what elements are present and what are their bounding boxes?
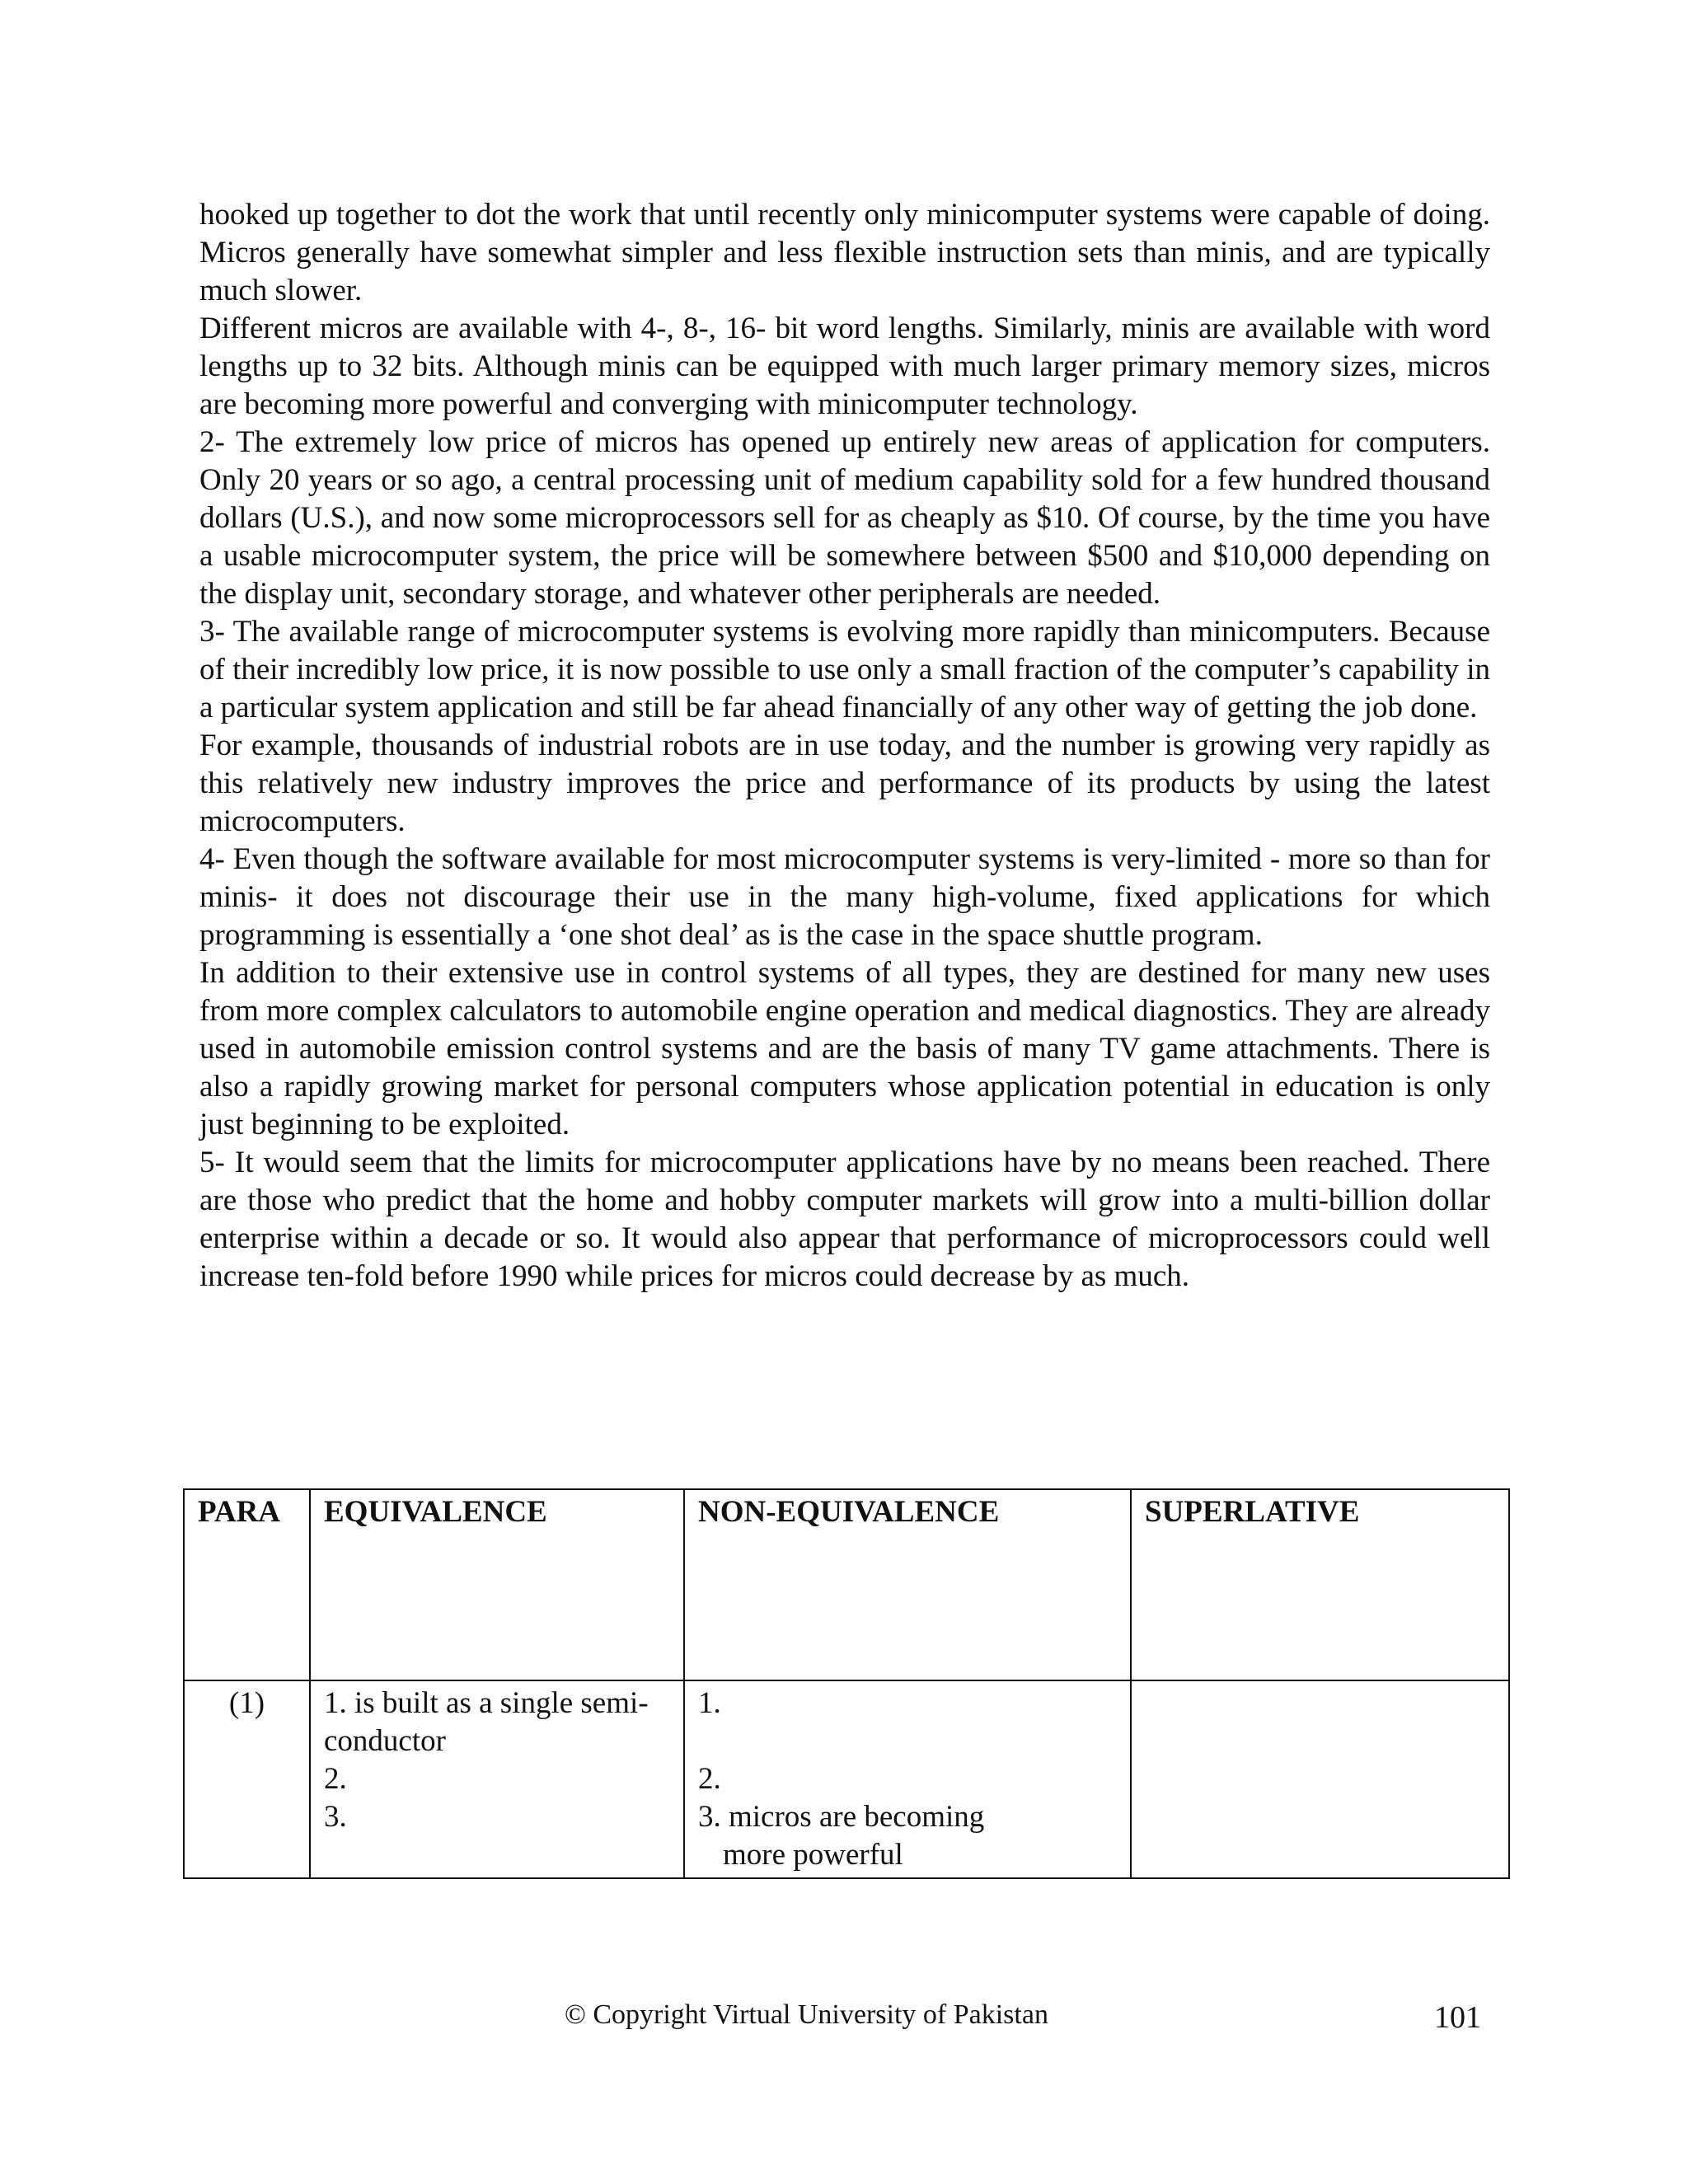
paragraph: 3- The available range of microcomputer systems is evolving more rapidly than minicomputers. Because of their incredibly low price, it is now possible to use only a small fraction of the computer’s capability in a particular system application and still be far ahead financially of any other way of getting the job done. xyxy=(199,615,1490,724)
header-equivalence: EQUIVALENCE xyxy=(310,1489,684,1680)
paragraph: hooked up together to dot the work that until recently only minicomputer systems were capable of doing. Micros generally have somewhat simpler and less flexible instruction sets than minis, and are typically much slower. xyxy=(199,198,1490,307)
paragraph: 2- The extremely low price of micros has opened up entirely new areas of application for computers. Only 20 years or so ago, a central processing unit of medium capability sold for a few hundred thousand dollars (U.S.), and now some microprocessors sell for as cheaply as $10. Of course, by the time you have a usable microcomputer system, the price will be somewhere between $500 and $10,000 depending on the display unit, secondary storage, and whatever other peripherals are needed. xyxy=(199,425,1490,611)
equivalence-item: 2. xyxy=(324,1762,347,1796)
copyright-notice: © Copyright Virtual University of Pakistan xyxy=(565,1999,1048,2030)
non-equivalence-item: 2. xyxy=(698,1762,721,1796)
non-equivalence-item: 3. micros are becoming xyxy=(698,1800,985,1834)
header-para: PARA xyxy=(184,1489,310,1680)
non-equivalence-item: 1. xyxy=(698,1686,721,1720)
paragraph: For example, thousands of industrial robots are in use today, and the number is growing very rapidly as this relatively new industry improves the price and performance of its products by using the latest microcomputers. xyxy=(199,729,1490,838)
non-equivalence-item-continued: more powerful xyxy=(723,1838,903,1872)
paragraph: 5- It would seem that the limits for microcomputer applications have by no means been reached. There are those who predict that the home and hobby computer markets will grow into a multi-billion dollar enterprise within a decade or so. It would also appear that performance of microprocessors could well increase ten-fold before 1990 while prices for micros could decrease by as much. xyxy=(199,1146,1490,1293)
paragraph: 4- Even though the software available for most microcomputer systems is very-limited - more so than for minis- it does not discourage their use in the many high-volume, fixed applications for which programming is essentially a ‘one shot deal’ as is the case in the space shuttle program. xyxy=(199,842,1490,952)
cell-non-equivalence xyxy=(684,1680,1131,1878)
body-text xyxy=(199,196,1490,1296)
cell-superlative xyxy=(1131,1680,1509,1878)
paragraph: Different micros are available with 4-, 8-, 16- bit word lengths. Similarly, minis are available with word lengths up to 32 bits. Although minis can be equipped with much larger primary memory sizes, micros are becoming more powerful and converging with minicomputer technology. xyxy=(199,312,1490,421)
table-row xyxy=(184,1680,1509,1878)
cell-equivalence xyxy=(310,1680,684,1878)
table-header-row xyxy=(184,1489,1509,1680)
equivalence-item: 3. xyxy=(324,1800,347,1834)
page-number: 101 xyxy=(1434,2000,1481,2035)
header-non-equivalence: NON-EQUIVALENCE xyxy=(684,1489,1131,1680)
blank-line xyxy=(698,1722,1117,1760)
equivalence-item: 1. is built as a single semi-conductor xyxy=(324,1686,649,1758)
cell-para: (1) xyxy=(184,1680,310,1878)
header-superlative: SUPERLATIVE xyxy=(1131,1489,1509,1680)
paragraph: In addition to their extensive use in control systems of all types, they are destined for many new uses from more complex calculators to automobile engine operation and medical diagnostics. They are already used in automobile emission control systems and are the basis of many TV game attachments. There is also a rapidly growing market for personal computers whose application potential in education is only just beginning to be exploited. xyxy=(199,956,1490,1141)
exercise-table xyxy=(183,1488,1510,1879)
